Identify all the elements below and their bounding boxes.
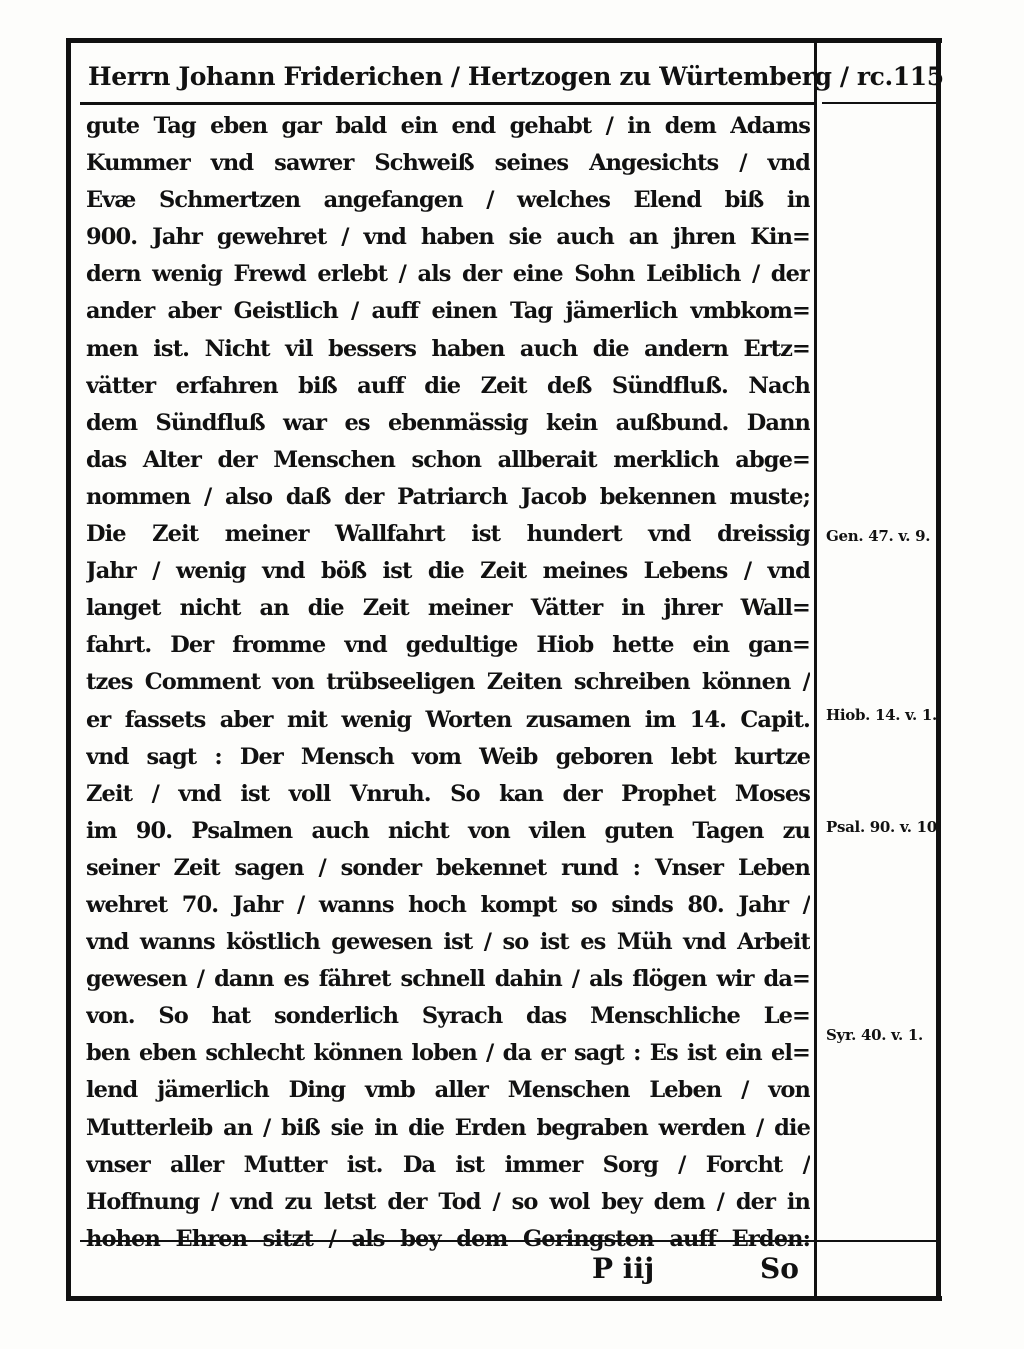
text-line: er fassets aber mit wenig Worten zusamen im 14. Capit. (86, 706, 810, 733)
text-line: Hoffnung / vnd zu letst der Tod / so wol bey dem / der in (86, 1188, 810, 1215)
text-line: vnd sagt : Der Mensch vom Weib geboren lebt kurtze (86, 743, 810, 770)
text-line: Evæ Schmertzen angefangen / welches Elend biß in (86, 187, 810, 214)
text-line: von. So hat sonderlich Syrach das Menschliche Le= (86, 1003, 810, 1030)
text-line: wehret 70. Jahr / wanns hoch kompt so sinds 80. Jahr / (86, 891, 810, 918)
margin-note-genesis: Gen. 47. v. 9. (826, 527, 931, 545)
text-line: tzes Comment von trübseeligen Zeiten schreiben können / (86, 669, 810, 696)
text-line: 900. Jahr gewehret / vnd haben sie auch an jhren Kin= (86, 224, 810, 251)
text-line: hohen Ehren sitzt / als bey dem Geringsten auff Erden: (86, 1225, 810, 1252)
text-line: gewesen / dann es fähret schnell dahin / als flögen wir da= (86, 966, 810, 993)
text-line: men ist. Nicht vil bessers haben auch die andern Ertz= (86, 335, 810, 362)
margin-note-psalm: Psal. 90. v. 10 (826, 818, 937, 836)
text-line: seiner Zeit sagen / sonder bekennet rund : Vnser Leben (86, 854, 810, 881)
text-line: fahrt. Der fromme vnd gedultige Hiob hette ein gan= (86, 632, 810, 659)
text-line: lend jämerlich Ding vmb aller Menschen Leben / von (86, 1077, 810, 1104)
text-line: dern wenig Frewd erlebt / als der eine Sohn Leiblich / der (86, 261, 810, 288)
margin-note-hiob: Hiob. 14. v. 1. (826, 706, 937, 724)
frame-bottom-rule (66, 1296, 942, 1301)
text-line: ander aber Geistlich / auff einen Tag jämerlich vmbkom= (86, 298, 810, 325)
margin-header-rule (822, 102, 936, 104)
text-line: nommen / also daß der Patriarch Jacob bekennen muste; (86, 483, 810, 510)
signature-mark: P iij (592, 1252, 655, 1285)
text-line: im 90. Psalmen auch nicht von vilen guten Tagen zu (86, 817, 810, 844)
text-line: vätter erfahren biß auff die Zeit deß Sündfluß. Nach (86, 372, 810, 399)
running-header (88, 56, 944, 96)
catchword: So (760, 1252, 799, 1285)
text-line: langet nicht an die Zeit meiner Vätter in jhrer Wall= (86, 595, 810, 622)
page-number: 115 (892, 61, 944, 91)
text-line: vnd wanns köstlich gewesen ist / so ist es Müh vnd Arbeit (86, 929, 810, 956)
margin-note-syrach: Syr. 40. v. 1. (826, 1026, 923, 1044)
text-line: Kummer vnd sawrer Schweiß seines Angesichts / vnd (86, 150, 810, 177)
text-line: Mutterleib an / biß sie in die Erden begraben werden / die (86, 1114, 810, 1141)
running-title: Herrn Johann Friderichen / Hertzogen zu Würtemberg / rc. (88, 61, 893, 91)
frame-top-rule (66, 38, 942, 43)
text-line: ben eben schlecht können loben / da er sagt : Es ist ein el= (86, 1040, 810, 1067)
text-line: gute Tag eben gar bald ein end gehabt / in dem Adams (86, 113, 810, 139)
text-line: Die Zeit meiner Wallfahrt ist hundert vnd dreissig (86, 521, 810, 548)
text-line: vnser aller Mutter ist. Da ist immer Sorg / Forcht / (86, 1151, 810, 1178)
text-line: dem Sündfluß war es ebenmässig kein außbund. Dann (86, 409, 810, 436)
text-line: das Alter der Menschen schon allberait merklich abge= (86, 446, 810, 473)
frame-left-rule (66, 38, 71, 1300)
frame-right-rule (936, 38, 941, 1300)
text-line: Zeit / vnd ist voll Vnruh. So kan der Prophet Moses (86, 780, 810, 807)
header-rule (80, 102, 814, 105)
text-line: Jahr / wenig vnd böß ist die Zeit meines Lebens / vnd (86, 558, 810, 585)
main-text-block (86, 108, 810, 1258)
margin-column-rule (814, 38, 817, 1300)
